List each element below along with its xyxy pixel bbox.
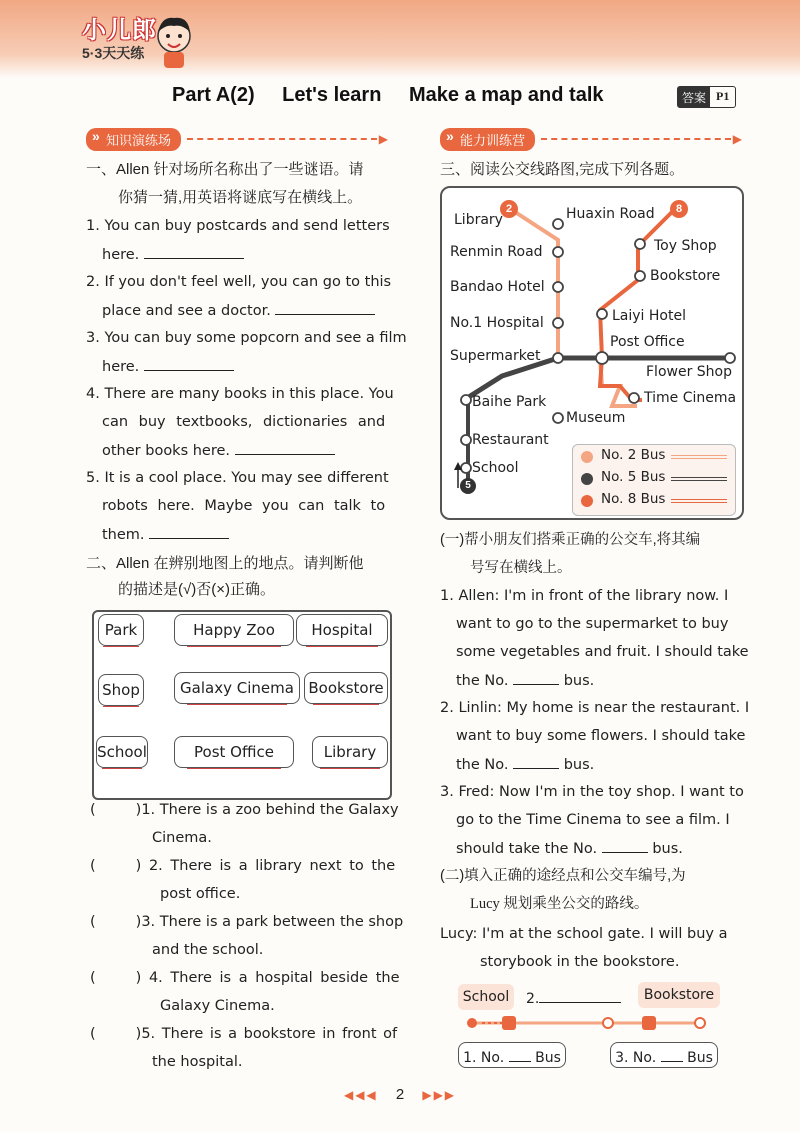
p1-q2-line3: the No. bus.	[456, 750, 594, 779]
logo-main: 小儿郎	[82, 17, 157, 44]
bus-2-badge: 2	[500, 200, 518, 218]
p1-q3-line1: 3. Fred: Now I'm in the toy shop. I want to	[440, 784, 744, 800]
answer-page: P1	[716, 89, 730, 103]
stop-bandao-hotel: Bandao Hotel	[450, 279, 545, 295]
stop-laiyi-hotel: Laiyi Hotel	[612, 308, 686, 324]
route-end-bookstore: Bookstore	[638, 982, 720, 1008]
stop-marker	[461, 435, 471, 445]
stop-library: Library	[454, 212, 503, 228]
answer-blank[interactable]	[149, 520, 229, 539]
stop-marker	[629, 393, 639, 403]
stop-restaurant: Restaurant	[472, 432, 549, 448]
bus-route-map	[440, 186, 744, 520]
stop-time-cinema: Time Cinema	[644, 390, 737, 406]
judge-5-line2: the hospital.	[152, 1054, 243, 1070]
judge-5-line1: ( )5. There is a bookstore in front of	[90, 1026, 398, 1042]
title-part: Part A(2)	[172, 84, 255, 106]
stop-baihe-park: Baihe Park	[472, 394, 547, 410]
bus-5-badge: 5	[460, 478, 476, 494]
stop-marker	[725, 353, 735, 363]
answer-blank[interactable]	[509, 1043, 531, 1062]
route-start-school: School	[458, 984, 514, 1010]
legend-line-bus8	[671, 499, 727, 503]
answer-badge	[677, 86, 736, 108]
left-section-title: » 知识演练场	[86, 128, 181, 151]
stop-marker	[553, 247, 563, 257]
p1-q3-line3: should take the No. bus.	[456, 834, 683, 863]
stop-marker	[635, 239, 645, 249]
judge-3-line1: ( )3. There is a park between the shop	[90, 914, 404, 930]
stop-renmin-road: Renmin Road	[450, 244, 543, 260]
part1-heading-2: 号写在横线上。	[470, 560, 572, 576]
riddle-3-line1: 3. You can buy some popcorn and see a film	[86, 330, 407, 346]
part2-heading-2: Lucy 规划乘坐公交的路线。	[470, 896, 649, 912]
title-learn: Let's learn	[282, 84, 382, 106]
stop-marker	[461, 395, 471, 405]
stop-post-office: Post Office	[610, 334, 685, 350]
riddle-2-line1: 2. If you don't feel well, you can go to this	[86, 274, 392, 290]
judge-2-line1: ( ) 2. There is a library next to the	[90, 858, 396, 874]
stop-museum: Museum	[566, 410, 626, 426]
legend-bus5: No. 5 Bus	[601, 469, 666, 485]
map-legend	[572, 444, 736, 516]
building-park: Park	[98, 614, 144, 646]
riddle-2-line2: place and see a doctor.	[102, 296, 375, 325]
legend-dot-bus8	[581, 495, 593, 507]
stop-marker	[596, 352, 608, 364]
riddle-3-line2: here.	[102, 352, 234, 381]
judge-3-line2: and the school.	[152, 942, 264, 958]
stop-marker	[597, 309, 607, 319]
route-track	[462, 1012, 712, 1034]
page-number: 2	[395, 1086, 405, 1103]
route-midpoint: 2.	[526, 984, 630, 1010]
legend-line-bus5	[671, 477, 727, 481]
arrow-right-icon: ▶	[732, 132, 742, 146]
waypoint-icon	[695, 1018, 705, 1028]
stop-toy-shop: Toy Shop	[654, 238, 717, 254]
bus-icon	[502, 1016, 516, 1030]
building-galaxy-cinema: Galaxy Cinema	[174, 672, 300, 704]
lucy-line2: storybook in the bookstore.	[480, 954, 680, 970]
page-title	[172, 84, 626, 107]
p1-q2-line2: want to buy some flowers. I should take	[456, 728, 746, 744]
legend-bus2: No. 2 Bus	[601, 447, 666, 463]
legend-bus8: No. 8 Bus	[601, 491, 666, 507]
stop-marker	[635, 271, 645, 281]
building-shop: Shop	[98, 674, 144, 706]
stop-no1-hospital: No.1 Hospital	[450, 315, 544, 331]
legend-dot-bus5	[581, 473, 593, 485]
judge-4-line1: ( ) 4. There is a hospital beside the	[90, 970, 400, 986]
building-bookstore: Bookstore	[304, 672, 388, 704]
building-school: School	[96, 736, 148, 768]
building-hospital: Hospital	[296, 614, 388, 646]
answer-blank[interactable]	[539, 984, 621, 1003]
page-footer	[0, 1086, 800, 1103]
stop-huaxin-road: Huaxin Road	[566, 206, 655, 222]
stop-flower-shop: Flower Shop	[646, 364, 732, 380]
p1-q1-line2: want to go to the supermarket to buy	[456, 616, 729, 632]
q2-heading-2: 的描述是(√)否(×)正确。	[118, 581, 275, 598]
answer-blank[interactable]	[602, 834, 648, 853]
riddle-1-line2: here.	[102, 240, 244, 269]
part1-heading-1: (一)帮小朋友们搭乘正确的公交车,将其编	[440, 532, 701, 548]
p1-q1-line3: some vegetables and fruit. I should take	[456, 644, 749, 660]
left-section-header	[86, 128, 388, 150]
riddle-4-line1: 4. There are many books in this place. You	[86, 386, 394, 402]
campus-map	[92, 610, 392, 800]
right-section-title: » 能力训练营	[440, 128, 535, 151]
legend-line-bus2	[671, 455, 727, 459]
divider	[541, 138, 731, 140]
route-bus-3: 3. No. Bus	[610, 1042, 718, 1068]
bus-icon	[642, 1016, 656, 1030]
stop-marker	[553, 282, 563, 292]
answer-blank[interactable]	[275, 296, 375, 315]
p1-q2-line1: 2. Linlin: My home is near the restaurant. I	[440, 700, 750, 716]
logo-sub: 5·3天天练	[82, 45, 145, 61]
riddle-4-line3: other books here.	[102, 436, 335, 465]
answer-blank[interactable]	[513, 666, 559, 685]
waypoint-icon	[603, 1018, 613, 1028]
q1-heading-2: 你猜一猜,用英语将谜底写在横线上。	[118, 189, 363, 206]
judge-1-line2: Cinema.	[152, 830, 212, 846]
stop-bookstore: Bookstore	[650, 268, 721, 284]
answer-blank[interactable]	[235, 436, 335, 455]
building-library: Library	[312, 736, 388, 768]
title-topic: Make a map and talk	[408, 84, 604, 106]
stop-supermarket: Supermarket	[450, 348, 541, 364]
q1-heading-1: 一、Allen 针对场所名称出了一些谜语。请	[86, 161, 364, 178]
part2-heading-1: (二)填入正确的途经点和公交车编号,为	[440, 868, 686, 884]
building-post-office: Post Office	[174, 736, 294, 768]
answer-blank[interactable]	[661, 1043, 683, 1062]
judge-2-line2: post office.	[160, 886, 241, 902]
q3-heading: 三、阅读公交线路图,完成下列各题。	[440, 161, 685, 178]
q2-heading-1: 二、Allen 在辨别地图上的地点。请判断他	[86, 555, 364, 572]
answer-blank[interactable]	[144, 240, 244, 259]
riddle-5-line3: them.	[102, 520, 229, 549]
judge-1-line1: ( )1. There is a zoo behind the Galaxy	[90, 802, 399, 818]
right-section-header	[440, 128, 742, 150]
legend-dot-bus2	[581, 451, 593, 463]
building-happy-zoo: Happy Zoo	[174, 614, 294, 646]
location-pin-icon	[467, 1018, 477, 1028]
p1-q1-line4: the No. bus.	[456, 666, 594, 695]
riddle-1-line1: 1. You can buy postcards and send letters	[86, 218, 390, 234]
stop-marker	[553, 413, 563, 423]
p1-q1-line1: 1. Allen: I'm in front of the library now. I	[440, 588, 729, 604]
stop-marker	[553, 219, 563, 229]
riddle-5-line1: 5. It is a cool place. You may see different	[86, 470, 389, 486]
judge-4-line2: Galaxy Cinema.	[160, 998, 275, 1014]
stop-marker	[553, 318, 563, 328]
logo	[82, 10, 157, 63]
prev-arrows-icon: ◀◀◀	[343, 1088, 378, 1102]
mascot-icon	[152, 14, 196, 70]
lucy-line1: Lucy: I'm at the school gate. I will buy a	[440, 926, 728, 942]
route-bus-1: 1. No. Bus	[458, 1042, 566, 1068]
riddle-4-line2: can buy textbooks, dictionaries and	[102, 414, 386, 430]
answer-blank[interactable]	[144, 352, 234, 371]
answer-label: 答案	[678, 87, 710, 107]
arrow-right-icon: ▶	[378, 132, 388, 146]
answer-blank[interactable]	[513, 750, 559, 769]
riddle-5-line2: robots here. Maybe you can talk to	[102, 498, 386, 514]
bus-8-badge: 8	[670, 200, 688, 218]
divider	[187, 138, 377, 140]
next-arrows-icon: ▶▶▶	[422, 1088, 457, 1102]
stop-marker	[553, 353, 563, 363]
stop-marker	[461, 463, 471, 473]
p1-q3-line2: go to the Time Cinema to see a film. I	[456, 812, 730, 828]
stop-school: School	[472, 460, 519, 476]
